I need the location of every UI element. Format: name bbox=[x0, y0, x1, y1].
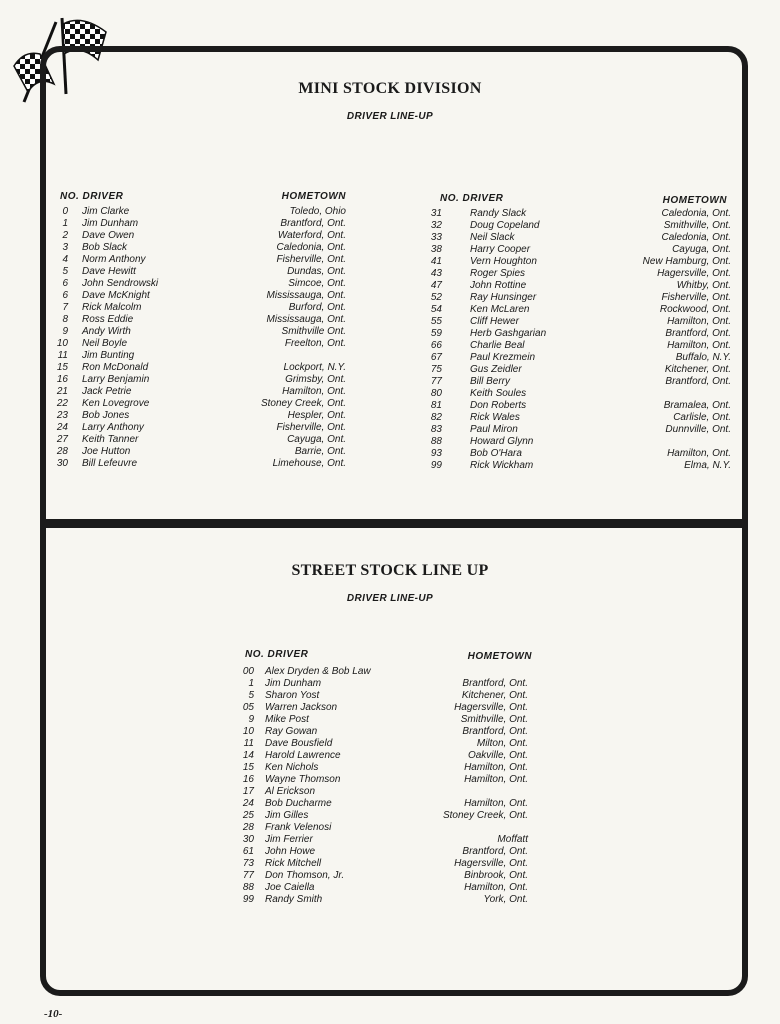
driver-name: Ray Gowan bbox=[265, 726, 318, 737]
car-number: 15 bbox=[242, 762, 254, 773]
table-row bbox=[236, 894, 528, 906]
driver-name: Sharon Yost bbox=[265, 690, 320, 701]
driver-name: Rick Mitchell bbox=[265, 858, 322, 869]
driver-name: Neil Boyle bbox=[82, 338, 128, 349]
hometown: Brantford, Ont. bbox=[462, 846, 528, 857]
hometown: Brantford, Ont. bbox=[665, 328, 731, 339]
car-number: 38 bbox=[430, 244, 442, 255]
street-stock-subtitle: DRIVER LINE-UP bbox=[346, 593, 434, 604]
car-number: 10 bbox=[242, 726, 254, 737]
table-row bbox=[236, 786, 528, 798]
hometown: Hagersville, Ont. bbox=[454, 858, 528, 869]
driver-name: Charlie Beal bbox=[470, 340, 525, 351]
driver-name: Jack Petrie bbox=[82, 386, 132, 397]
hometown: Grimsby, Ont. bbox=[285, 374, 346, 385]
table-row bbox=[50, 362, 346, 374]
driver-name: John Rottine bbox=[470, 280, 527, 291]
table-row bbox=[424, 232, 731, 244]
hometown: Kitchener, Ont. bbox=[461, 690, 528, 701]
table-row bbox=[50, 314, 346, 326]
car-number: 14 bbox=[242, 750, 254, 761]
table-row bbox=[424, 424, 731, 436]
driver-name: Bob Jones bbox=[82, 410, 130, 421]
driver-name: Keith Tanner bbox=[82, 434, 139, 445]
car-number: 1 bbox=[248, 678, 254, 689]
hometown: Waterford, Ont. bbox=[277, 230, 346, 241]
car-number: 43 bbox=[430, 268, 442, 279]
car-number: 99 bbox=[242, 894, 254, 905]
hometown-header: HOMETOWN bbox=[467, 651, 532, 662]
driver-name: Jim Dunham bbox=[82, 218, 139, 229]
driver-name: Harry Cooper bbox=[470, 244, 531, 255]
hometown: Hespler, Ont. bbox=[287, 410, 346, 421]
hometown: Hamilton, Ont. bbox=[667, 340, 731, 351]
table-row bbox=[236, 858, 528, 870]
car-number: 33 bbox=[430, 232, 442, 243]
table-row bbox=[424, 328, 731, 340]
table-row bbox=[50, 302, 346, 314]
driver-name: Harold Lawrence bbox=[265, 750, 341, 761]
car-number: 00 bbox=[242, 666, 254, 677]
car-number: 82 bbox=[430, 412, 442, 423]
table-row bbox=[50, 458, 346, 470]
table-row bbox=[424, 292, 731, 304]
page-number: -10- bbox=[44, 1008, 63, 1020]
table-row bbox=[50, 278, 346, 290]
car-number: 3 bbox=[62, 242, 68, 253]
table-row bbox=[236, 774, 528, 786]
driver-name: Ken Lovegrove bbox=[82, 398, 150, 409]
table-row bbox=[50, 434, 346, 446]
car-number: 25 bbox=[242, 810, 254, 821]
driver-name: Dave Bousfield bbox=[265, 738, 333, 749]
table-row bbox=[424, 400, 731, 412]
driver-name: Gus Zeidler bbox=[470, 364, 522, 375]
table-row bbox=[236, 750, 528, 762]
car-number: 55 bbox=[430, 316, 442, 327]
table-row bbox=[236, 834, 528, 846]
driver-name: Dave McKnight bbox=[82, 290, 150, 301]
car-number: 0 bbox=[62, 206, 68, 217]
car-number: 93 bbox=[430, 448, 442, 459]
driver-name: Ross Eddie bbox=[82, 314, 134, 325]
car-number: 11 bbox=[57, 350, 68, 361]
mini-stock-title: MINI STOCK DIVISION bbox=[298, 80, 482, 97]
table-row bbox=[236, 666, 528, 678]
driver-name: Vern Houghton bbox=[470, 256, 537, 267]
hometown: Burford, Ont. bbox=[288, 302, 346, 313]
table-row bbox=[236, 714, 528, 726]
driver-name: Jim Gilles bbox=[265, 810, 309, 821]
car-number: 2 bbox=[62, 230, 68, 241]
car-number: 27 bbox=[56, 434, 68, 445]
section-divider bbox=[40, 519, 748, 528]
table-row bbox=[424, 352, 731, 364]
hometown: Hagersville, Ont. bbox=[657, 268, 731, 279]
hometown: Caledonia, Ont. bbox=[276, 242, 346, 253]
table-row bbox=[236, 738, 528, 750]
hometown: Hamilton, Ont. bbox=[464, 774, 528, 785]
hometown: Buffalo, N.Y. bbox=[675, 352, 731, 363]
car-number: 7 bbox=[62, 302, 68, 313]
hometown: Mississauga, Ont. bbox=[266, 290, 346, 301]
hometown: Hamilton, Ont. bbox=[667, 316, 731, 327]
car-number: 1 bbox=[62, 218, 68, 229]
table-row bbox=[424, 448, 731, 460]
car-number: 30 bbox=[56, 458, 68, 469]
no-driver-header: NO. DRIVER bbox=[60, 191, 124, 202]
table-row bbox=[50, 326, 346, 338]
table-row bbox=[424, 220, 731, 232]
table-row bbox=[424, 304, 731, 316]
driver-name: Norm Anthony bbox=[82, 254, 146, 265]
car-number: 47 bbox=[430, 280, 442, 291]
car-number: 8 bbox=[62, 314, 68, 325]
driver-name: Ray Hunsinger bbox=[470, 292, 537, 303]
hometown: New Hamburg, Ont. bbox=[642, 256, 731, 267]
hometown: Brantford, Ont. bbox=[665, 376, 731, 387]
hometown: Simcoe, Ont. bbox=[288, 278, 346, 289]
hometown: Brantford, Ont. bbox=[462, 678, 528, 689]
hometown: Fisherville, Ont. bbox=[276, 422, 346, 433]
hometown: Elma, N.Y. bbox=[684, 460, 731, 471]
table-row bbox=[424, 268, 731, 280]
car-number: 10 bbox=[56, 338, 68, 349]
car-number: 41 bbox=[430, 256, 442, 267]
hometown: Hamilton, Ont. bbox=[464, 762, 528, 773]
driver-name: Randy Slack bbox=[470, 208, 527, 219]
driver-name: Howard Glynn bbox=[470, 436, 534, 447]
driver-name: Herb Gashgarian bbox=[470, 328, 547, 339]
driver-name: Bob Slack bbox=[82, 242, 128, 253]
table-row bbox=[236, 846, 528, 858]
hometown: Kitchener, Ont. bbox=[664, 364, 731, 375]
car-number: 6 bbox=[62, 290, 68, 301]
hometown: Smithville Ont. bbox=[281, 326, 346, 337]
hometown: Brantford, Ont. bbox=[462, 726, 528, 737]
hometown: Hagersville, Ont. bbox=[454, 702, 528, 713]
car-number: 9 bbox=[62, 326, 68, 337]
car-number: 88 bbox=[430, 436, 442, 447]
driver-name: Dave Hewitt bbox=[82, 266, 136, 277]
hometown: Stoney Creek, Ont. bbox=[260, 398, 346, 409]
hometown: Dunnville, Ont. bbox=[665, 424, 731, 435]
driver-name: Frank Velenosi bbox=[265, 822, 332, 833]
driver-name: Larry Benjamin bbox=[82, 374, 150, 385]
table-row bbox=[236, 678, 528, 690]
table-row bbox=[236, 882, 528, 894]
driver-name: Don Thomson, Jr. bbox=[265, 870, 345, 881]
hometown: Fisherville, Ont. bbox=[276, 254, 346, 265]
car-number: 5 bbox=[62, 266, 68, 277]
table-row bbox=[424, 256, 731, 268]
table-row bbox=[236, 702, 528, 714]
car-number: 73 bbox=[242, 858, 254, 869]
car-number: 15 bbox=[56, 362, 68, 373]
table-row bbox=[236, 870, 528, 882]
table-row bbox=[236, 690, 528, 702]
hometown: Smithville, Ont. bbox=[663, 220, 731, 231]
table-row bbox=[50, 338, 346, 350]
table-row bbox=[424, 280, 731, 292]
driver-name: John Howe bbox=[265, 846, 316, 857]
car-number: 5 bbox=[248, 690, 254, 701]
hometown: Moffatt bbox=[497, 834, 528, 845]
driver-name: Bob O'Hara bbox=[470, 448, 522, 459]
hometown: Oakville, Ont. bbox=[467, 750, 528, 761]
car-number: 16 bbox=[56, 374, 68, 385]
table-row bbox=[424, 208, 731, 220]
hometown-header: HOMETOWN bbox=[662, 195, 727, 206]
table-row bbox=[50, 386, 346, 398]
driver-name: Larry Anthony bbox=[82, 422, 144, 433]
table-row bbox=[424, 364, 731, 376]
car-number: 31 bbox=[430, 208, 442, 219]
hometown: Lockport, N.Y. bbox=[283, 362, 346, 373]
table-row bbox=[50, 206, 346, 218]
car-number: 21 bbox=[56, 386, 68, 397]
car-number: 52 bbox=[430, 292, 442, 303]
car-number: 77 bbox=[430, 376, 442, 387]
hometown: Mississauga, Ont. bbox=[266, 314, 346, 325]
hometown: Cayuga, Ont. bbox=[672, 244, 731, 255]
car-number: 11 bbox=[243, 738, 254, 749]
car-number: 61 bbox=[242, 846, 254, 857]
table-row bbox=[424, 376, 731, 388]
driver-name: Joe Hutton bbox=[82, 446, 131, 457]
table-row bbox=[50, 242, 346, 254]
car-number: 05 bbox=[242, 702, 254, 713]
driver-name: Roger Spies bbox=[470, 268, 526, 279]
car-number: 88 bbox=[242, 882, 254, 893]
driver-name: Wayne Thomson bbox=[265, 774, 341, 785]
car-number: 30 bbox=[242, 834, 254, 845]
hometown: Fisherville, Ont. bbox=[661, 292, 731, 303]
table-row bbox=[50, 374, 346, 386]
driver-name: Rick Malcolm bbox=[82, 302, 142, 313]
driver-name: Don Roberts bbox=[470, 400, 527, 411]
driver-name: Randy Smith bbox=[265, 894, 323, 905]
driver-name: Ron McDonald bbox=[82, 362, 149, 373]
driver-name: Dave Owen bbox=[82, 230, 135, 241]
table-row bbox=[424, 244, 731, 256]
driver-name: Keith Soules bbox=[470, 388, 527, 399]
table-row bbox=[50, 398, 346, 410]
car-number: 17 bbox=[242, 786, 254, 797]
car-number: 75 bbox=[430, 364, 442, 375]
car-number: 24 bbox=[56, 422, 68, 433]
hometown: Freelton, Ont. bbox=[284, 338, 346, 349]
table-row bbox=[236, 726, 528, 738]
hometown: Smithville, Ont. bbox=[460, 714, 528, 725]
car-number: 23 bbox=[56, 410, 68, 421]
driver-name: Ken Nichols bbox=[265, 762, 319, 773]
car-number: 66 bbox=[430, 340, 442, 351]
table-row bbox=[424, 388, 731, 400]
table-row bbox=[424, 460, 731, 472]
hometown: Milton, Ont. bbox=[476, 738, 528, 749]
driver-name: Jim Ferrier bbox=[265, 834, 313, 845]
table-row bbox=[50, 446, 346, 458]
driver-name: Jim Clarke bbox=[82, 206, 130, 217]
hometown: Brantford, Ont. bbox=[280, 218, 346, 229]
driver-name: Joe Caiella bbox=[265, 882, 315, 893]
table-row bbox=[424, 316, 731, 328]
car-number: 28 bbox=[242, 822, 254, 833]
car-number: 67 bbox=[430, 352, 442, 363]
hometown: Caledonia, Ont. bbox=[661, 208, 731, 219]
driver-name: Jim Dunham bbox=[265, 678, 322, 689]
hometown: Hamilton, Ont. bbox=[464, 798, 528, 809]
car-number: 77 bbox=[242, 870, 254, 881]
hometown: Stoney Creek, Ont. bbox=[442, 810, 528, 821]
car-number: 4 bbox=[62, 254, 68, 265]
hometown: Barrie, Ont. bbox=[294, 446, 346, 457]
hometown: Dundas, Ont. bbox=[287, 266, 346, 277]
car-number: 24 bbox=[242, 798, 254, 809]
table-row bbox=[50, 254, 346, 266]
table-row bbox=[50, 410, 346, 422]
driver-name: Andy Wirth bbox=[82, 326, 131, 337]
hometown: Caledonia, Ont. bbox=[661, 232, 731, 243]
table-row bbox=[50, 266, 346, 278]
hometown: Cayuga, Ont. bbox=[287, 434, 346, 445]
no-driver-header: NO. DRIVER bbox=[245, 649, 309, 660]
driver-name: Neil Slack bbox=[470, 232, 515, 243]
hometown: Rockwood, Ont. bbox=[659, 304, 731, 315]
car-number: 54 bbox=[430, 304, 442, 315]
driver-name: Cliff Hewer bbox=[470, 316, 519, 327]
driver-name: Alex Dryden & Bob Law bbox=[265, 666, 371, 677]
street-stock-title: STREET STOCK LINE UP bbox=[291, 562, 489, 579]
driver-name: Mike Post bbox=[265, 714, 309, 725]
driver-name: Jim Bunting bbox=[82, 350, 135, 361]
hometown-header: HOMETOWN bbox=[281, 191, 346, 202]
mini-stock-subtitle: DRIVER LINE-UP bbox=[346, 111, 434, 122]
table-row bbox=[424, 340, 731, 352]
driver-name: Rick Wales bbox=[470, 412, 520, 423]
table-row bbox=[50, 350, 346, 362]
table-row bbox=[236, 798, 528, 810]
table-row bbox=[236, 762, 528, 774]
car-number: 81 bbox=[430, 400, 442, 411]
no-driver-header: NO. DRIVER bbox=[440, 193, 504, 204]
car-number: 6 bbox=[62, 278, 68, 289]
table-row bbox=[236, 822, 528, 834]
hometown: Carlisle, Ont. bbox=[673, 412, 731, 423]
car-number: 99 bbox=[430, 460, 442, 471]
car-number: 83 bbox=[430, 424, 442, 435]
driver-name: Al Erickson bbox=[265, 786, 316, 797]
car-number: 80 bbox=[430, 388, 442, 399]
hometown: York, Ont. bbox=[483, 894, 528, 905]
hometown: Hamilton, Ont. bbox=[282, 386, 346, 397]
hometown: Toledo, Ohio bbox=[289, 206, 346, 217]
driver-name: Bill Lefeuvre bbox=[82, 458, 138, 469]
driver-name: Bob Ducharme bbox=[265, 798, 332, 809]
car-number: 32 bbox=[430, 220, 442, 231]
table-row bbox=[424, 436, 731, 448]
car-number: 22 bbox=[56, 398, 68, 409]
table-row bbox=[424, 412, 731, 424]
hometown: Limehouse, Ont. bbox=[272, 458, 346, 469]
table-row bbox=[50, 422, 346, 434]
driver-name: Paul Miron bbox=[470, 424, 518, 435]
driver-name: Bill Berry bbox=[470, 376, 511, 387]
car-number: 16 bbox=[242, 774, 254, 785]
table-row bbox=[236, 810, 528, 822]
car-number: 9 bbox=[248, 714, 254, 725]
driver-name: Rick Wickham bbox=[470, 460, 534, 471]
driver-name: Doug Copeland bbox=[470, 220, 540, 231]
hometown: Hamilton, Ont. bbox=[667, 448, 731, 459]
hometown: Binbrook, Ont. bbox=[464, 870, 528, 881]
driver-name: John Sendrowski bbox=[82, 278, 159, 289]
hometown: Hamilton, Ont. bbox=[464, 882, 528, 893]
hometown: Bramalea, Ont. bbox=[663, 400, 731, 411]
car-number: 59 bbox=[430, 328, 442, 339]
table-row bbox=[50, 290, 346, 302]
car-number: 28 bbox=[56, 446, 68, 457]
driver-name: Ken McLaren bbox=[470, 304, 530, 315]
driver-name: Warren Jackson bbox=[265, 702, 338, 713]
table-row bbox=[50, 230, 346, 242]
driver-name: Paul Krezmein bbox=[470, 352, 536, 363]
hometown: Whitby, Ont. bbox=[676, 280, 731, 291]
table-row bbox=[50, 218, 346, 230]
